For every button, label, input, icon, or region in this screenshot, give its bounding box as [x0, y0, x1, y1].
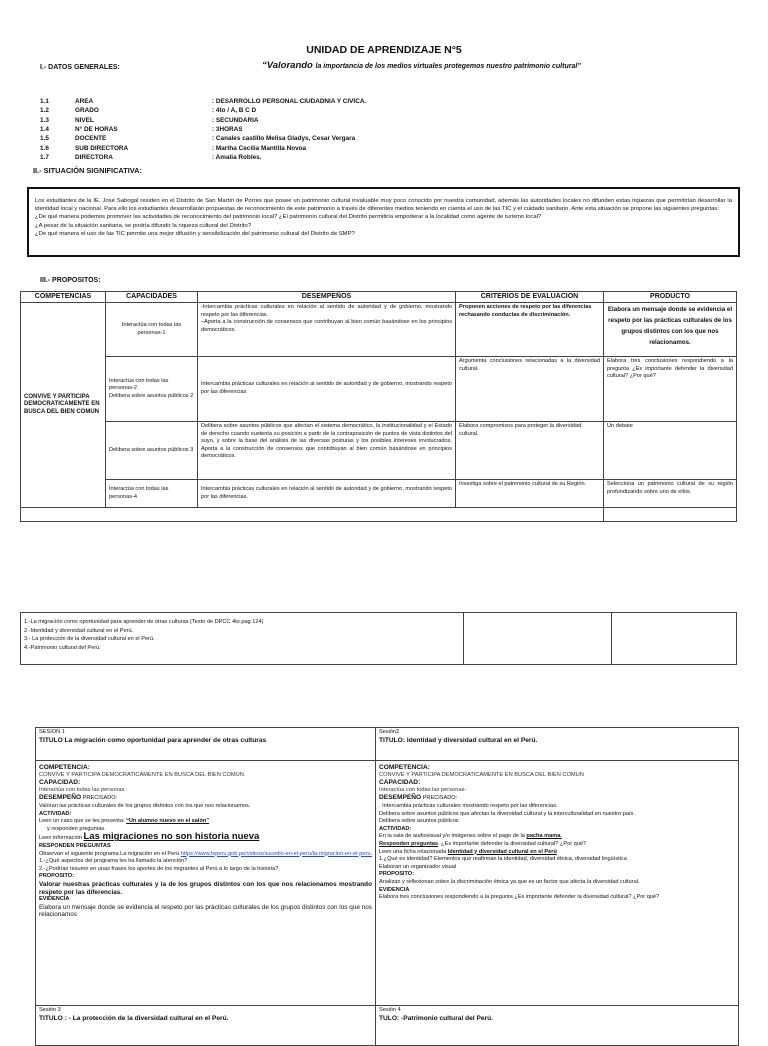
situacion-question-2: ¿A pesar de la situación sanitaria, se podría difundir la riqueza cultural del Distrito?: [35, 222, 252, 229]
datos-num: 1.7: [40, 153, 49, 161]
situacion-label: II.- SITUACIÓN SIGNIFICATIVA:: [33, 166, 142, 175]
s2-actividad-1-ul: pacha mama.: [526, 833, 562, 840]
capacidad-1: Interactúa con todas las personas-1: [106, 303, 198, 357]
sesion-4-titulo-label: TULO:: [379, 1014, 400, 1022]
s1-proposito: Valorar nuestras prácticas culturales y la de los grupos distintos con los que nos relacionamos mostrando respeto por las diferencias.: [39, 880, 372, 896]
competencia-cell: CONVIVE Y PARTICIPA DEMOCRATICAMENTE EN BUSCA DEL BIEN COMUN: [21, 303, 106, 508]
page-title: UNIDAD DE APRENDIZAJE N°5: [306, 44, 462, 56]
propositos-table: [20, 291, 737, 522]
criterio-1: Proponen acciones de respeto por las diferencias rechazando conductas de discriminación.: [456, 303, 604, 357]
desempeno-4: Intercambia prácticas culturales en relación al sentido de autoridad y de gobierno, mostrando respeto por las diferencias.: [198, 480, 456, 508]
datos-value: : SECUNDARIA: [212, 116, 259, 124]
capacidad-4: Interactúa con todas las personas-4: [106, 480, 198, 508]
producto-2: Elabora tres conclusiones respondiendo a la pregunta ¿Es importante defender la diversidad cultural? ¿Por qué?: [604, 357, 737, 422]
datos-label: SUB DIRECTORA: [75, 144, 129, 152]
sesion-4-heading: Sesión 4: [379, 1007, 401, 1013]
datos-label: DIRECTORA: [75, 153, 113, 161]
s1-lee-info-prefix: Leen información: [39, 835, 82, 842]
sesion-3-header: [36, 1006, 376, 1046]
s1-competencia: CONVIVE Y PARTICIPA DEMOCRATICAMENTE EN BUSCA DEL BIEN COMUN: [39, 771, 244, 778]
datos-value: : 4to / A, B C D: [212, 107, 257, 115]
s2-actividad-3-prefix: Leen una ficha relacionada: [379, 848, 447, 855]
situacion-box: [27, 187, 740, 257]
s1-proposito-label: PROPOSITO:: [39, 873, 75, 880]
temas-empty-cell-2: [612, 613, 737, 665]
sesion-1-body: [36, 761, 376, 1006]
datos-num: 1.2: [40, 107, 49, 115]
sesion-2-titulo: Identidad y diversidad cultural en el Perú.: [406, 736, 538, 744]
sesion-1-titulo-label: TITULO: [39, 736, 63, 744]
propositos-label: III.- PROPOSITOS:: [40, 277, 101, 284]
sesion-4-header: [376, 1006, 739, 1046]
situacion-paragraph: Los estudiantes de la IE. José Sabogal residen en el Distrito de San Martín de Porres que posee un patrimonio cultural invaluable muy poco conocido por nuestra comunidad, además las autoridades locales no difunden estas riquezas que permitirían desarrollar la identidad local y nacional. Para ello los estudiantes desarrollarán propuestas de reconocimiento de este patrimonio a través de diferentes medios teniendo en cuenta el uso de las TIC y el cuidado sanitario. Ante esta situación se propone las siguientes preguntas:: [35, 198, 732, 213]
sesion-3-heading: Sesión 3: [39, 1007, 61, 1013]
desempeno-3: Delibera sobre asuntos públicos que afectan el sistema democrático, la institucionalidad y el Estado de derecho cuando sustenta su posición a partir de la contraposición de puntos de vista distintos del suyo, y sobre la base del análisis de las diversas posturas y los posibles intereses involucrados. Aporta a la construcción de consensos que contribuyan al bien común basándose en principios democráticos.: [198, 422, 456, 480]
sesion-2-heading: Sesión2: [379, 729, 400, 735]
tema-3: 3.- La protección de la diversidad cultural en el Perú.: [24, 636, 155, 643]
header-capacidades: CAPACIDADES: [106, 292, 198, 303]
s2-actividad-3-ul: Identidad y diversidad cultural en el Perú: [447, 848, 557, 855]
s2-actividad-1-prefix: En la sala de audiovisual y/o imágenes sobre el pago de la: [379, 833, 525, 840]
criterio-3: Elabora compromisos para proteger la diversidad cultural.: [456, 422, 604, 480]
datos-value: : Martha Cecilia Mantilla Novoa: [212, 144, 307, 152]
unit-subtitle: [262, 60, 581, 71]
subtitle-rest: la importancia de los medios virtuales protegemos nuestro patrimonio cultural”: [315, 63, 581, 70]
datos-value: : Canales castillo Melisa Gladys, Cesar Vergara: [212, 135, 356, 143]
header-criterios: CRITERIOS DE EVALUACION: [456, 292, 604, 303]
datos-label: N° DE HORAS: [75, 125, 118, 133]
s1-capacidad: Interactúa con todas las personas: [39, 786, 125, 793]
s1-observan-prefix: Observan el siguiente programa La migración en el Perú: [39, 850, 180, 857]
s2-actividad-2-ul: Responden preguntas: [379, 840, 439, 847]
s2-competencia: CONVIVE Y PARTICIPA DEMOCRATICAMENTE EN BUSCA DEL BIEN COMUN: [379, 771, 584, 778]
datos-num: 1.5: [40, 135, 49, 143]
sesion-2-header: [376, 728, 739, 761]
temas-empty-cell-1: [464, 613, 612, 665]
s2-competencia-label: COMPETENCIA:: [379, 764, 430, 771]
s2-actividad-5: Elaboran un organizador visual: [379, 863, 457, 870]
tema-4: 4.-Patrimonio cultural del Perú.: [24, 644, 101, 651]
datos-label: GRADO: [75, 107, 99, 115]
temas-table: [20, 612, 737, 665]
header-desempenos: DESEMPEÑOS: [198, 292, 456, 303]
s1-precisado: PRECISADO:: [82, 795, 118, 802]
s2-desempeno-1: . Intercambia prácticas culturales mostrando respeto por las diferencias.: [379, 802, 558, 809]
datos-label: AREA: [75, 98, 94, 105]
empty-row: [21, 508, 604, 522]
s1-lee-caso-title: “Un alumno nuevo en el salón”: [126, 818, 210, 825]
producto-4: Selecciona un patrimonio cultural de su región profundizando sobre uno de ellos.: [604, 480, 737, 508]
header-competencias: COMPETENCIAS: [21, 292, 106, 303]
s2-proposito-label: PROPOSITO:: [379, 871, 415, 878]
s2-evidencia-label: EVIDENCIA: [379, 886, 410, 893]
datos-value: : Amalia Robles.: [212, 153, 262, 161]
datos-value: : 3HORAS: [212, 125, 243, 133]
s1-competencia-label: COMPETENCIA:: [39, 764, 90, 771]
s1-lee-caso-suffix: y responden preguntas.: [47, 825, 106, 832]
empty-row-cell: [604, 508, 737, 522]
datos-label: DOCENTE: [75, 135, 107, 143]
s2-desempeno-3: Delibera sobre asuntos públicos: [379, 818, 459, 825]
s1-actividad-label: ACTIVIDAD:: [39, 810, 72, 817]
sesion-3-titulo: : - La protección de la diversidad cultural en el Perú.: [64, 1014, 229, 1022]
desempeno-2: Intercambia prácticas culturales en relación al sentido de autoridad y de gobierno, mostrando respeto por las diferencias: [198, 357, 456, 422]
s2-capacidad-label: CAPACIDAD:: [379, 779, 421, 787]
s1-responden: RESPONDEN PREGUNTAS: [39, 842, 111, 849]
datos-generales-label: I.- DATOS GENERALES:: [40, 64, 120, 71]
s1-desempeno-label: DESEMPEÑO: [39, 794, 82, 802]
s2-precisado: PRECISADO:: [422, 795, 458, 802]
sesion-1-header: [36, 728, 376, 761]
s2-proposito: Analizan y reflexionan sobre la discriminación étnica ya que es un factor que afecta la diversidad cultural.: [379, 878, 640, 885]
sesion-1-heading: SESION 1: [39, 729, 65, 735]
datos-value: : DESARROLLO PERSONAL CIUDADNIA Y CIVICA.: [212, 98, 367, 105]
s1-lee-caso-prefix: Leen un caso que se les presenta:: [39, 818, 125, 825]
sesion-2-body: [376, 761, 739, 1006]
s1-pregunta-2: 2.-¿Podrías resumir en unas frases los aportes de los migrantes al Perú a lo largo de la historia?: [39, 865, 279, 872]
datos-num: 1.1: [40, 98, 49, 105]
sesion-4-titulo: -Patrimonio cultural del Perú.: [401, 1014, 493, 1022]
s2-evidencia: Elabora tres conclusiones respondiendo a la pregunta ¿Es importante defender la diversidad cultural? ¿Por qué?: [379, 894, 660, 901]
situacion-question-1: ¿De qué manera podemos promover las actividades de reconocimiento del patrimonio local? ¿El patrimonio cultural del Distrito permitiría empoderar a la localidad como agente de turismo local?: [35, 214, 542, 221]
sesion-3-titulo-label: TITULO: [39, 1014, 63, 1022]
datos-num: 1.6: [40, 144, 49, 152]
header-producto: PRODUCTO: [604, 292, 737, 303]
temas-list-cell: [21, 613, 464, 665]
s1-capacidad-label: CAPACIDAD:: [39, 779, 81, 787]
s2-actividad-2-rest: . ¿Es importante defender la diversidad cultural? ¿Por qué?: [438, 840, 587, 847]
s2-actividad-label: ACTIVIDAD:: [379, 825, 412, 832]
datos-label: NIVEL: [75, 116, 94, 124]
sesion-1-titulo: La migración como oportunidad para aprender de otras culturas: [64, 736, 267, 744]
subtitle-lead: “Valorando: [262, 60, 313, 71]
datos-num: 1.4: [40, 125, 49, 133]
sesiones-table: [35, 727, 739, 1046]
datos-num: 1.3: [40, 116, 49, 124]
s1-pregunta-1: 1.-¿Qué aspectos del programa les ha llamado la atención?: [39, 858, 188, 865]
desempeno-1: -Intercambia prácticas culturales en relación al sentido de autoridad y de gobierno, mostrando respeto por las diferencias. –Aporta a la construcción de consensos que contribuyan al bien común basándose en los principios democráticos.: [198, 303, 456, 357]
s1-evidencia-label: EVIDENCIA: [39, 896, 70, 903]
sesion-2-titulo-label: TITULO:: [379, 736, 406, 744]
s2-desempeno-2: Delibera sobre asuntos públicos que afectan la diversidad cultural y la interculturalidad en nuestro país.: [379, 810, 635, 817]
s1-lee-info-title: Las migraciones no son historia nueva: [83, 831, 260, 843]
criterio-4: Investiga sobre el patrimonio cultural de su Región.: [456, 480, 604, 508]
capacidad-3: Delibera sobre asuntos públicos 3: [106, 422, 198, 480]
criterio-2: Argumenta conclusiones relacionadas a la diversidad cultural.: [456, 357, 604, 422]
s1-evidencia: Elabora un mensaje donde se evidencia el respeto por las prácticas culturales de los grupos distintos con los que nos relacionamos: [39, 903, 372, 919]
s2-capacidad: Interactúa con todas las personas-: [379, 786, 467, 793]
producto-1: Elabora un mensaje donde se evidencia el respeto por las prácticas culturales de los grupos distintos con los que nos relacionamos.: [604, 303, 737, 357]
producto-3: Un debate: [604, 422, 737, 480]
situacion-question-3: ¿De qué manera el uso de las TIC permite una mejor difusión y sensibilización del patrimonio cultural del Distrito de SMP?: [35, 230, 355, 237]
s2-desempeno-label: DESEMPEÑO: [379, 794, 422, 802]
tema-1: 1.-La migración como oportunidad para aprender de otras culturas (Texto de DPCC 4to.pag 124): [24, 619, 264, 625]
tema-2: 2.-Identidad y diversidad cultural en el Perú.: [24, 627, 134, 634]
s1-observan-link[interactable]: https://www.tvperu.gob.pe/videos/sucedio-en-el-peru/la-migracion-en-el-peru.: [180, 850, 373, 857]
s2-actividad-4: 1.¿Qué es identidad? Elementos que reafirman la identidad, diversidad étnica, diversidad lingüística: [379, 856, 627, 863]
capacidad-2: Interactúa con todas las personas-2 Delibera sobre asuntos públicos 2: [106, 357, 198, 422]
s1-desempeno: Valoran las prácticas culturales de los grupos distintos con los que nos relacionamos.: [39, 802, 251, 809]
